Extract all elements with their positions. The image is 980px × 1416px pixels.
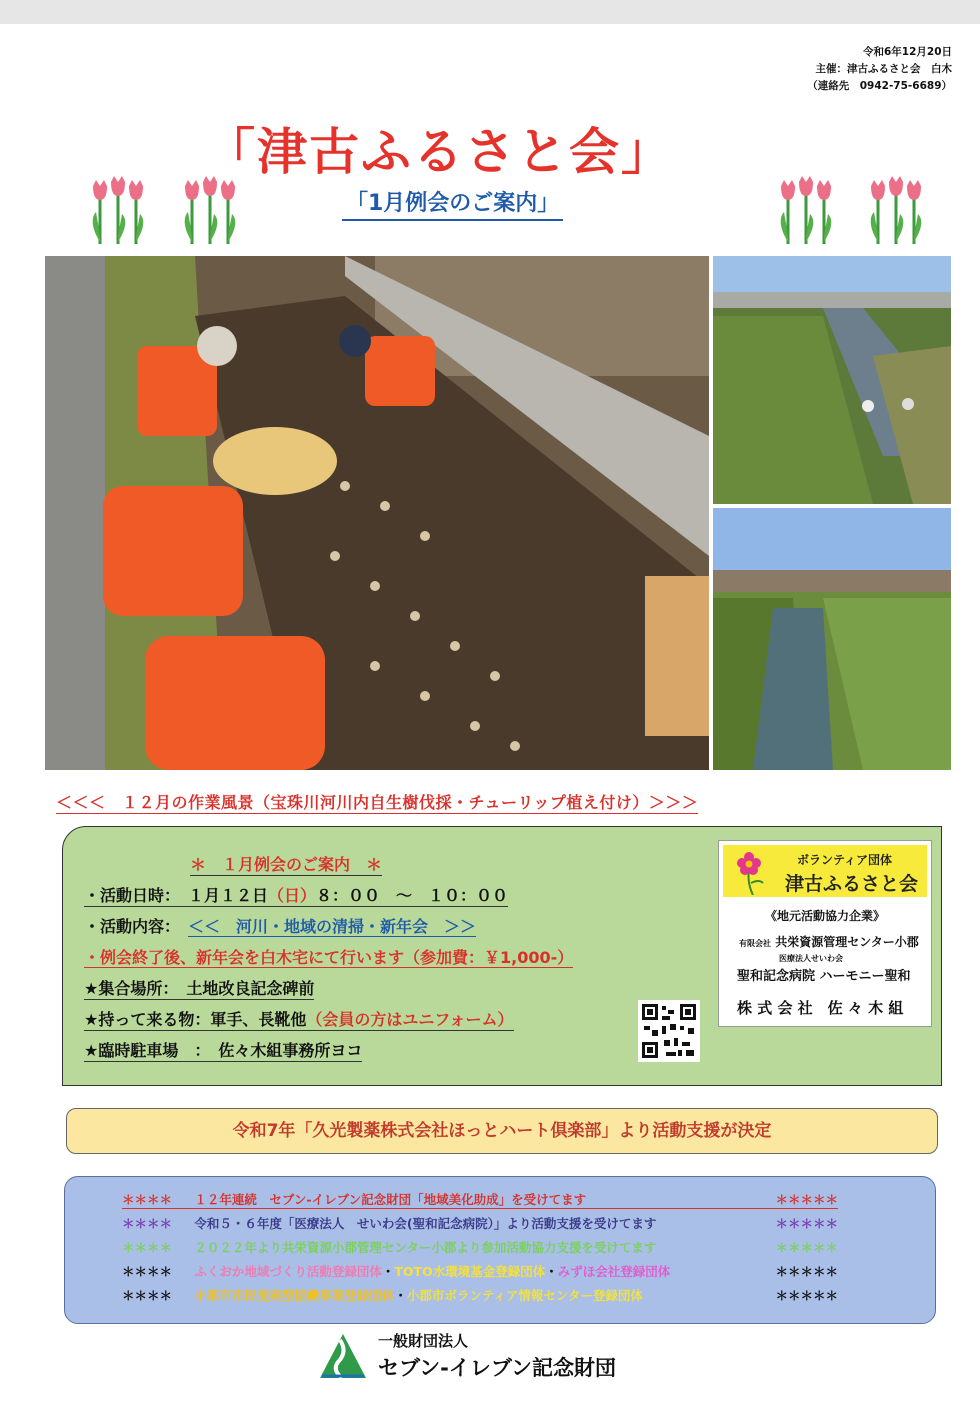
notice-heading: ＊ １月例会のご案内 ＊: [190, 852, 382, 876]
support-item-1: [122, 1190, 838, 1209]
tulip-icon: [776, 176, 836, 248]
top-bar: [0, 0, 980, 24]
stars-right: ＊＊＊＊＊: [775, 1216, 838, 1231]
support-text: 令和５・６年度「医療法人 せいわ会(聖和記念病院）」より活動支援を受けてます: [194, 1216, 657, 1231]
tulip-icon: [88, 176, 148, 248]
date-label: ・活動日時： １月１２日: [84, 886, 269, 905]
separator: ・: [381, 1264, 395, 1279]
sponsor-header: [723, 845, 927, 897]
support-text: ２０２２年より共栄資源小郡管理センター小郡より参加活動協力支援を受けてます: [194, 1240, 657, 1255]
stars-left: ＊＊＊＊: [122, 1240, 173, 1255]
page-title: 「津古ふるさと会」: [205, 122, 673, 181]
separator: ・: [545, 1264, 558, 1279]
contact: （連絡先 0942-75-6689）: [807, 80, 952, 92]
party-text: ・例会終了後、新年会を白木宅にて行います（参加費：￥1,000-）: [84, 948, 574, 967]
separator: ・: [394, 1288, 407, 1303]
sponsor-company-1: [739, 933, 919, 950]
photo-tulip-planting: [45, 256, 709, 770]
stars-left: ＊＊＊＊: [122, 1264, 173, 1279]
company1-prefix: 有限会社: [739, 939, 771, 948]
support-text-c: みずほ会社登録団体: [557, 1264, 671, 1279]
notice-date: [84, 883, 508, 906]
photo-river-clearing: [713, 256, 951, 504]
tulip-icon: [866, 176, 926, 248]
photo-river-bank: [713, 508, 951, 770]
stars-right: ＊＊＊＊＊: [775, 1288, 838, 1303]
parking-text: ★臨時駐車場 ： 佐々木組事務所ヨコ: [84, 1041, 363, 1060]
tulip-icon: [180, 176, 240, 248]
support-text-a: ふくおか地域づくり活動登録団体: [194, 1264, 382, 1279]
seven-eleven-foundation-logo: [318, 1330, 678, 1388]
foundation-logo-icon: [318, 1332, 368, 1380]
date-time: ８：００ ～ １０：００: [316, 886, 509, 905]
content-label: ・活動内容：: [84, 917, 189, 936]
page-subtitle: 「1月例会のご案内」: [342, 186, 563, 221]
sponsor-tag: ボランティア団体: [797, 853, 893, 867]
support-item-3: [122, 1238, 838, 1256]
stars-left: ＊＊＊＊: [122, 1192, 173, 1207]
support-item-2: [122, 1214, 838, 1232]
bring-text: ★持って来る物：軍手、長靴他: [84, 1010, 307, 1029]
notice-place: [84, 976, 314, 999]
stars-left: ＊＊＊＊: [122, 1216, 173, 1231]
bring-note: （会員の方はユニフォーム）: [306, 1010, 514, 1029]
company2-prefix: 医療法人せいわ会: [779, 954, 843, 963]
support-text: １２年連続 セブン-イレブン記念財団「地域美化助成」を受けてます: [194, 1192, 587, 1207]
support-text-b: TOTO水環境基金登録団体: [394, 1264, 546, 1279]
support-item-4: [122, 1262, 838, 1280]
sponsor-section: 《地元活動協力企業》: [764, 909, 885, 923]
sponsor-company-2: 聖和記念病院 ハーモニー聖和: [737, 969, 911, 984]
notice-content: [84, 914, 476, 937]
support-text-b: 小郡市ボランティア情報センター登録団体: [406, 1288, 643, 1303]
content-value: ＜＜ 河川・地域の清掃・新年会 ＞＞: [188, 917, 477, 936]
company1-name: 共栄資源管理センター小郡: [775, 935, 919, 949]
support-item-5: [122, 1286, 838, 1304]
qr-code-icon[interactable]: [638, 1000, 700, 1062]
logo-line-2: セブン-イレブン記念財団: [378, 1356, 617, 1380]
stars-right: ＊＊＊＊＊: [775, 1264, 838, 1279]
header-info: [807, 44, 952, 95]
issue-date: 令和6年12月20日: [862, 46, 952, 58]
logo-line-1: 一般財団法人: [378, 1332, 469, 1350]
flower-icon: [729, 849, 769, 895]
stars-right: ＊＊＊＊＊: [775, 1240, 838, 1255]
notice-parking: [84, 1038, 362, 1061]
place-text: ★集合場所： 土地改良記念碑前: [84, 979, 315, 998]
notice-party: [84, 945, 573, 968]
stars-right: ＊＊＊＊＊: [775, 1192, 838, 1207]
notice-bring: [84, 1007, 514, 1030]
organizer: 主催：津古ふるさと会 白木: [815, 63, 952, 75]
date-day: （日）: [268, 886, 317, 905]
photo-caption: ＜＜＜ １２月の作業風景（宝珠川河川内自生樹伐採・チューリップ植え付け）＞＞＞: [56, 790, 698, 814]
support-banner: 令和7年「久光製薬株式会社ほっとハート倶楽部」より活動支援が決定: [66, 1108, 938, 1154]
support-text-a: 小郡市市民提案型協働事業登録団体: [194, 1288, 395, 1303]
sponsor-card: [718, 840, 932, 1027]
sponsor-company-3: 株 式 会 社 佐 々 木 組: [737, 999, 904, 1017]
stars-left: ＊＊＊＊: [122, 1288, 173, 1303]
sponsor-name: 津古ふるさと会: [785, 873, 919, 895]
